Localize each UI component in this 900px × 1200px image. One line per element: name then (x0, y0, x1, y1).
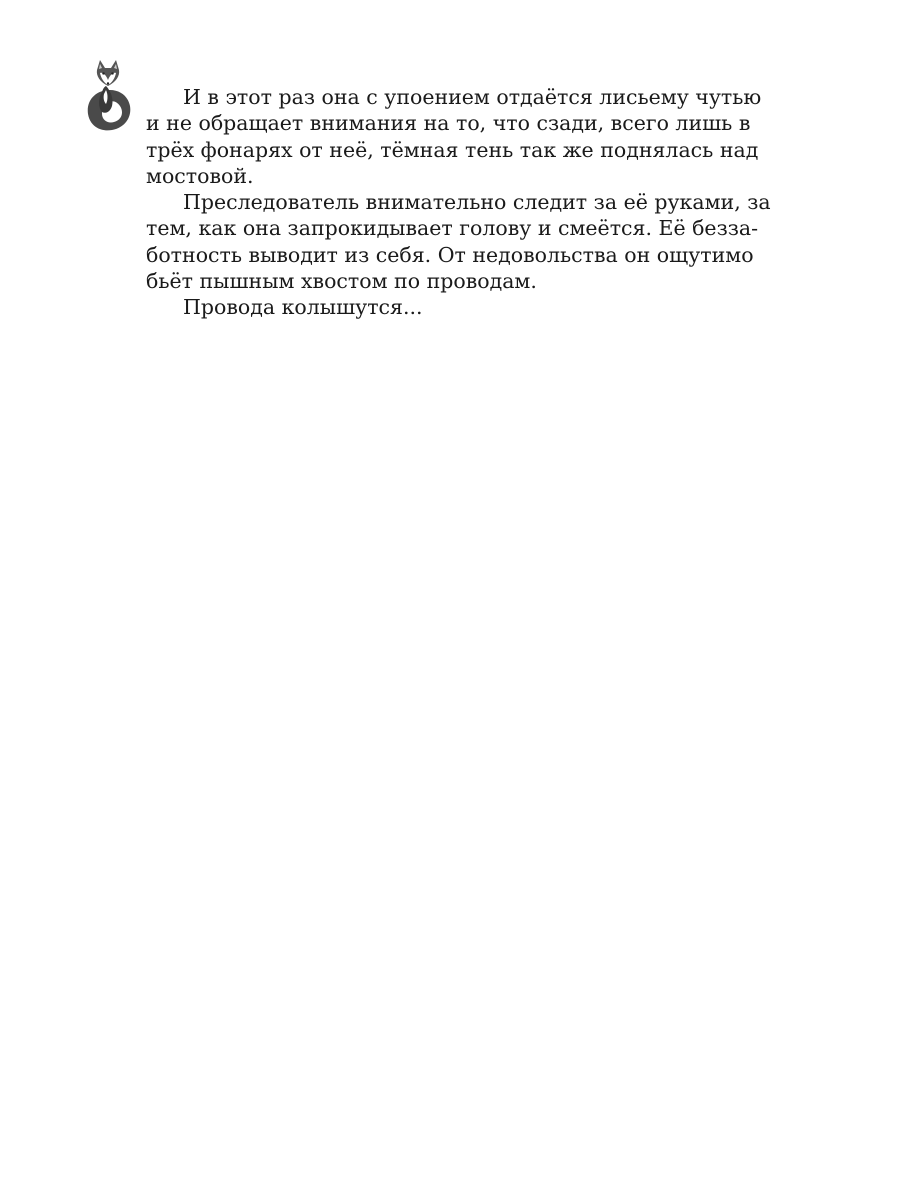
paragraph (146, 84, 762, 189)
text-line: И в этот раз она с упоением отдаётся лисьему чутью (183, 85, 762, 109)
text-line: ботность выводит из себя. От недовольства он ощутимо (146, 242, 754, 267)
text-line: Провода колышутся... (183, 295, 423, 320)
paragraph (146, 294, 750, 320)
text-line: и не обращает внимания на то, что сзади, всего лишь в (146, 111, 751, 136)
text-line: трёх фонарях от неё, тёмная тень так же поднялась над (146, 137, 759, 162)
text-line: мостовой. (146, 163, 254, 188)
fox-icon (80, 56, 136, 136)
story-text (146, 84, 771, 321)
text-line: тем, как она запрокидывает голову и смеётся. Её безза- (146, 216, 759, 241)
text-line: Преследователь внимательно следит за её руками, за (183, 190, 771, 215)
text-line: бьёт пышным хвостом по проводам. (146, 269, 537, 294)
paragraph (146, 189, 771, 294)
